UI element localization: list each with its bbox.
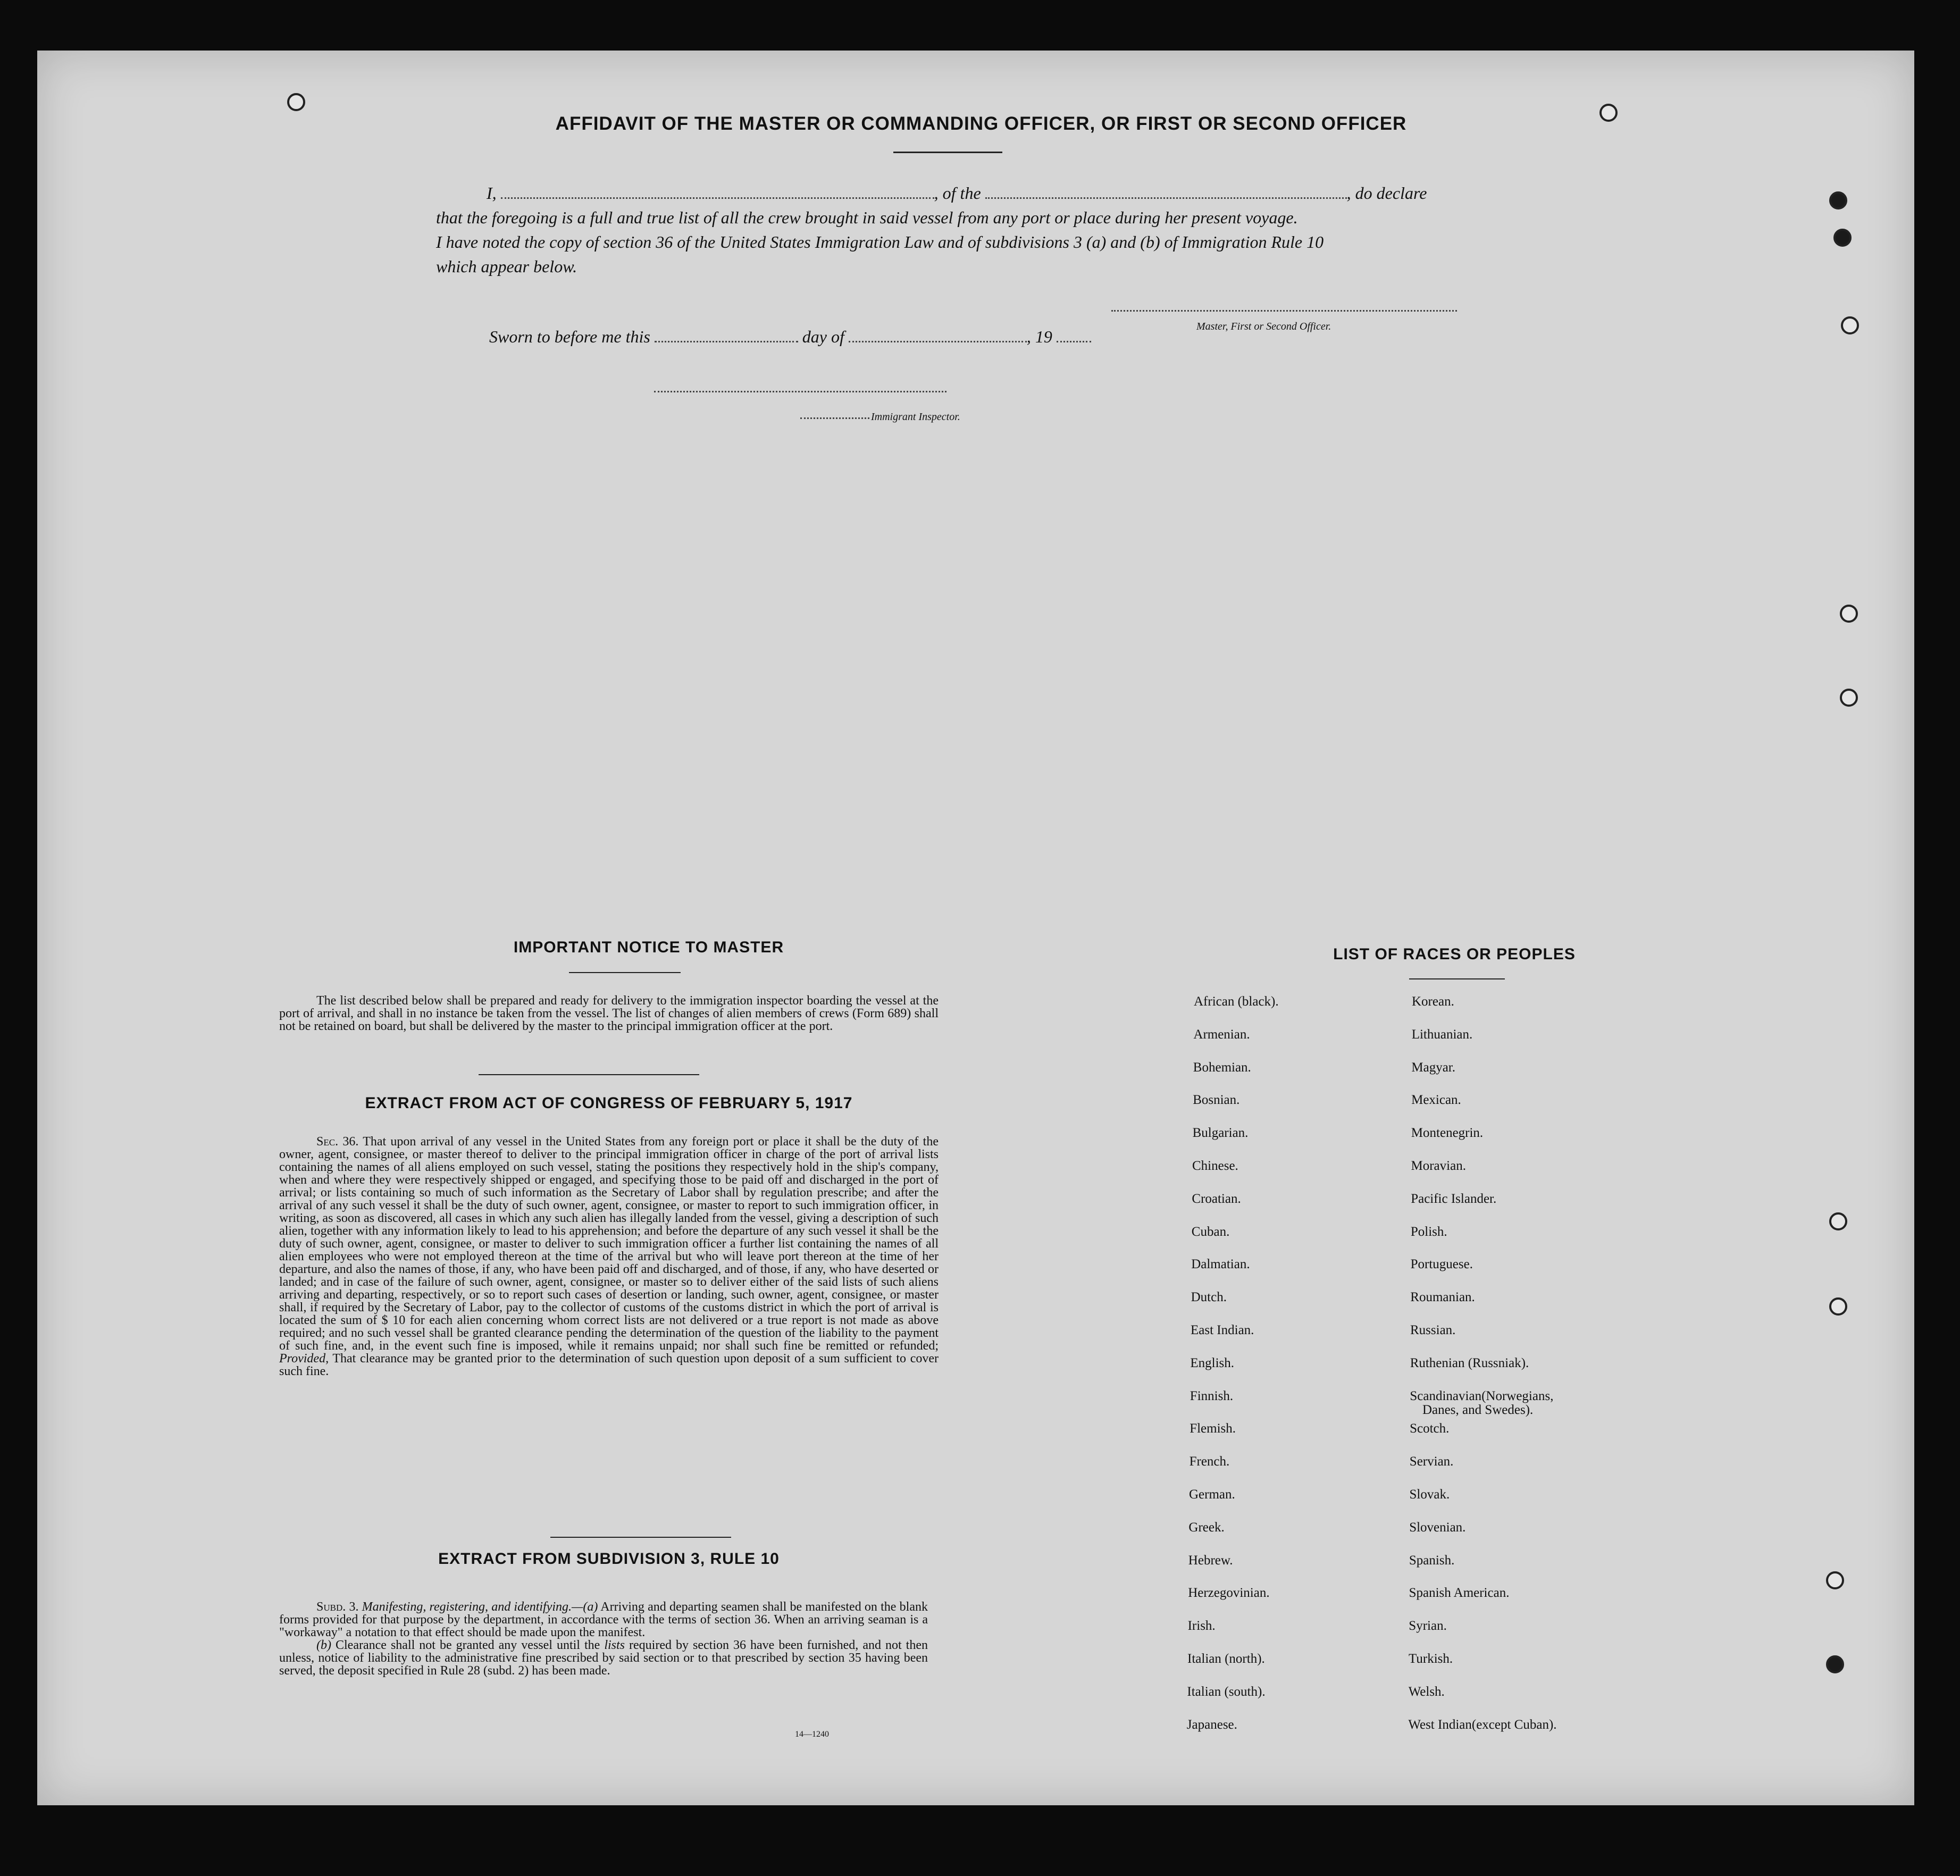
race-item: Mexican. <box>1411 1093 1461 1108</box>
month-blank[interactable] <box>849 341 1027 342</box>
race-item: African (black). <box>1194 994 1279 1009</box>
race-item: Portuguese. <box>1410 1257 1473 1272</box>
race-item: Irish. <box>1187 1619 1216 1634</box>
race-item: Ruthenian (Russniak). <box>1410 1355 1529 1370</box>
signature-label: Master, First or Second Officer. <box>1196 321 1331 332</box>
sworn-line: Sworn to before me this day of , 19 <box>489 327 1091 347</box>
races-underline <box>1409 978 1505 979</box>
race-item: Polish. <box>1410 1224 1447 1239</box>
race-item: Magyar. <box>1411 1060 1456 1075</box>
race-item: Chinese. <box>1192 1159 1238 1173</box>
race-item: Spanish. <box>1409 1553 1455 1568</box>
declaration-line-2: that the foregoing is a full and true list of all the crew brought in said vessel from any port or place during her present voyage. <box>436 208 1298 227</box>
race-item: Armenian. <box>1193 1027 1250 1042</box>
notice-underline <box>569 972 681 973</box>
race-item: Bulgarian. <box>1192 1126 1249 1141</box>
notice-divider <box>479 1074 699 1075</box>
binder-hole-icon <box>1833 229 1852 247</box>
notice-text: The list described below shall be prepared and ready for delivery to the immigration inspector boarding the vessel at the port of arrival, and shall in no instance be taken from the vessel. The list of changes of alien members of crews (Form 689) shall not be retained on board, but shall be delivered by the master to the principal immigration officer at the port. <box>279 994 939 1033</box>
rule-title: EXTRACT FROM SUBDIVISION 3, RULE 10 <box>438 1550 780 1568</box>
document-page <box>37 51 1914 1805</box>
inspector-signature-blank[interactable] <box>654 391 947 392</box>
declaration-line-3: I have noted the copy of section 36 of the United States Immigration Law and of subdivisions 3 (a) and (b) of Immigration Rule 10 <box>436 232 1324 252</box>
binder-hole-icon <box>1840 605 1858 623</box>
affidavit-title: AFFIDAVIT OF THE MASTER OR COMMANDING OFFICER, OR FIRST OR SECOND OFFICER <box>555 113 1407 134</box>
declaration-line-4: which appear below. <box>436 257 577 276</box>
binder-hole-icon <box>1826 1655 1844 1673</box>
day-blank[interactable] <box>655 341 798 342</box>
race-item: Dutch. <box>1191 1290 1227 1305</box>
year-blank[interactable] <box>1057 341 1091 342</box>
race-item: Scotch. <box>1410 1421 1450 1436</box>
signature-blank[interactable] <box>1111 310 1457 312</box>
race-item: Spanish American. <box>1409 1586 1510 1601</box>
binder-hole-icon <box>1840 689 1858 707</box>
race-item: Scandinavian(Norwegians, <box>1410 1388 1554 1403</box>
binder-hole-icon <box>1829 1297 1847 1316</box>
race-item: Bosnian. <box>1193 1093 1240 1108</box>
race-item: Hebrew. <box>1188 1553 1233 1568</box>
inspector-label: Immigrant Inspector. <box>871 411 960 423</box>
rule-text: Subd. 3. Manifesting, registering, and identifying.—(a) Arriving and departing seamen shall be manifested on the blank forms provided for that purpose by the department, in accordance with the terms of section 36. When an arriving seaman is a "workaway" a notation to that effect should be made upon the manifest. (b) Clearance shall not be granted any vessel until the lists required by section 36 have been furnished, and not then unless, notice of liability to the administrative fine prescribed by said section or to that prescribed by section 35 having been served, the deposit specified in Rule 28 (subd. 2) has been made. <box>279 1600 928 1678</box>
binder-hole-icon <box>1841 316 1859 334</box>
binder-hole-icon <box>287 93 305 111</box>
races-title: LIST OF RACES OR PEOPLES <box>1333 945 1576 963</box>
race-item: Italian (north). <box>1187 1652 1265 1666</box>
race-item: Pacific Islander. <box>1411 1191 1497 1206</box>
race-item: Greek. <box>1188 1520 1225 1535</box>
declaration-line-1: I, , of the , do declare <box>487 183 1427 203</box>
race-item: Slovak. <box>1409 1487 1450 1502</box>
race-item: East Indian. <box>1191 1323 1254 1337</box>
race-item: Roumanian. <box>1410 1290 1475 1305</box>
race-item: Dalmatian. <box>1191 1257 1250 1272</box>
race-item: Japanese. <box>1186 1717 1237 1732</box>
binder-hole-icon <box>1829 1212 1847 1230</box>
race-item: Moravian. <box>1411 1159 1466 1173</box>
race-item: Bohemian. <box>1193 1060 1251 1075</box>
title-underline <box>893 152 1002 153</box>
race-item: Turkish. <box>1409 1652 1453 1666</box>
race-item: Croatian. <box>1192 1191 1241 1206</box>
race-item: Russian. <box>1410 1323 1456 1337</box>
race-item: Cuban. <box>1191 1224 1230 1239</box>
race-item: Slovenian. <box>1409 1520 1466 1535</box>
race-item: Montenegrin. <box>1411 1126 1484 1141</box>
inspector-blank[interactable] <box>800 417 869 419</box>
race-item: Servian. <box>1409 1454 1454 1469</box>
race-item: Korean. <box>1412 994 1454 1009</box>
act-title: EXTRACT FROM ACT OF CONGRESS OF FEBRUARY 5, 1917 <box>365 1094 853 1112</box>
race-item: German. <box>1189 1487 1235 1502</box>
race-item: West Indian(except Cuban). <box>1408 1717 1557 1732</box>
race-item: Flemish. <box>1190 1421 1236 1436</box>
vessel-blank[interactable] <box>985 197 1347 199</box>
form-number: 14—1240 <box>795 1730 829 1739</box>
act-divider <box>550 1537 731 1538</box>
race-item: Danes, and Swedes). <box>1422 1402 1534 1417</box>
race-item: French. <box>1189 1454 1230 1469</box>
section-label: Sec. 36. <box>316 1135 359 1149</box>
race-item: Italian (south). <box>1187 1684 1266 1699</box>
notice-title: IMPORTANT NOTICE TO MASTER <box>513 939 784 956</box>
race-item: Welsh. <box>1408 1684 1445 1699</box>
act-text: Sec. 36. That upon arrival of any vessel in the United States from any foreign port or place it shall be the duty of the owner, agent, consignee, or master thereof to deliver to the principal immigration officer in charge of the port of arrival lists containing the names of all aliens employed on such vessel, stating the positions they respectively hold in the ship's company, when and where they were respectively shipped or engaged, and specifying those to be paid off and discharged in the port of arrival; or lists containing so much of such information as the Secretary of Labor shall by regulation prescribe; and after the arrival of any such vessel it shall be the duty of such owner, agent, consignee, or master to report to such immigration officer, in writing, as soon as discovered, all cases in which any such alien has illegally landed from the vessel, giving a description of such alien, together with any information likely to lead to his apprehension; and before the departure of any such vessel it shall be the duty of such owner, agent, consignee, or master to deliver to such immigration officer a further list containing the names of all alien employees who were not employed thereon at the time of the arrival but who will leave port thereon at the time of her departure, and also the names of those, if any, who have been paid off and discharged, and of those, if any, who have deserted or landed; and in case of the failure of such owner, agent, consignee, or master so to deliver either of the said lists of such aliens arriving and departing, respectively, or so to report such cases of desertion or landing, such owner, agent, consignee, or master shall, if required by the Secretary of Labor, pay to the collector of customs of the customs district in which the port of arrival is located the sum of $ 10 for each alien concerning whom correct lists are not delivered or a true report is not made as above required; and no such vessel shall be granted clearance pending the determination of the question of the liability to the payment of such fine, and, in the event such fine is imposed, while it remains unpaid; nor shall such fine be remitted or refunded; Provided, That clearance may be granted prior to the determination of such question upon deposit of a sum sufficient to cover such fine. <box>279 1135 939 1378</box>
binder-hole-icon <box>1829 191 1847 210</box>
race-item: Herzegovinian. <box>1188 1586 1270 1601</box>
binder-hole-icon <box>1826 1571 1844 1589</box>
affidavit-declaration <box>436 181 1500 279</box>
name-blank[interactable] <box>501 197 934 199</box>
race-item: English. <box>1190 1355 1235 1370</box>
race-item: Finnish. <box>1190 1388 1234 1403</box>
race-item: Lithuanian. <box>1411 1027 1473 1042</box>
race-item: Syrian. <box>1409 1619 1447 1634</box>
